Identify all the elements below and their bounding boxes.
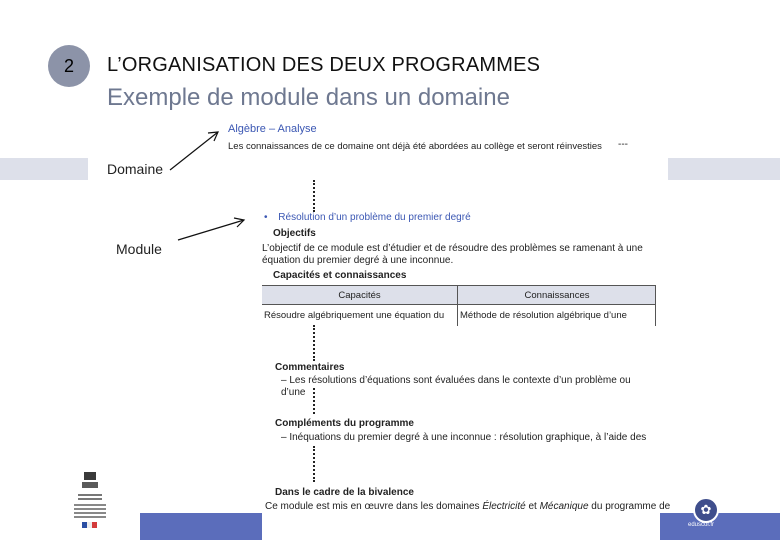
module-arrow-head (234, 218, 244, 227)
bivalence-heading: Dans le cadre de la bivalence (275, 487, 414, 498)
ministry-logo (68, 470, 112, 532)
slide-subtitle: Exemple de module dans un domaine (107, 84, 510, 111)
commentaires-heading: Commentaires (275, 362, 345, 373)
objectifs-line-1: L’objectif de ce module est d’étudier et de résoudre des problèmes se ramenant à une (262, 243, 643, 254)
slide-number-badge (48, 45, 90, 87)
eduscol-logo-icon: ✿ (693, 497, 719, 523)
table-cell-capacite: Résoudre algébriquement une équation du (264, 310, 445, 321)
label-module: Module (116, 241, 162, 257)
module-title: Résolution d’un problème du premier degré (278, 212, 471, 223)
table-header-connaissances: Connaissances (524, 290, 590, 301)
dotted-connector-4 (313, 446, 315, 482)
capacites-table (262, 285, 656, 325)
slide-number: 2 (63, 55, 74, 76)
bivalence-line-1: Ce module est mis en œuvre dans les domaines Électricité et Mécanique du programme de (265, 501, 671, 512)
complements-heading: Compléments du programme (275, 418, 414, 429)
capacites-heading: Capacités et connaissances (273, 270, 407, 281)
footer-site: eduscol.fr (688, 522, 715, 528)
commentaires-line: – Les résolutions d’équations sont évaluées dans le contexte d’un problème ou d’une (281, 375, 631, 398)
complements-line: – Inéquations du premier degré à une inconnue : résolution graphique, à l’aide des (281, 432, 647, 443)
footer-doc-mask (262, 513, 660, 540)
objectifs-heading: Objectifs (273, 228, 316, 239)
label-domaine: Domaine (107, 161, 164, 177)
domain-intro-ellipsis: ‑‑‑ (618, 139, 628, 150)
domain-title: Algèbre – Analyse (228, 123, 317, 135)
domain-band-mask (88, 158, 668, 180)
slide-title: L’ORGANISATION DES DEUX PROGRAMMES (107, 54, 541, 76)
domaine-arrow-head (208, 132, 218, 141)
domain-intro: Les connaissances de ce domaine ont déjà été abordées au collège et seront réinvesties (228, 141, 602, 152)
dotted-connector-2 (313, 325, 315, 361)
module-title-row (264, 212, 471, 224)
table-cell-connaissance: Méthode de résolution algébrique d’une (460, 310, 627, 321)
objectifs-line-2: équation du premier degré à une inconnue. (262, 255, 454, 266)
dotted-connector-1 (313, 180, 315, 212)
table-header-capacites: Capacités (338, 290, 381, 301)
dotted-connector-3 (313, 388, 315, 414)
bullet-icon: • (264, 212, 268, 223)
module-arrow (178, 220, 244, 240)
